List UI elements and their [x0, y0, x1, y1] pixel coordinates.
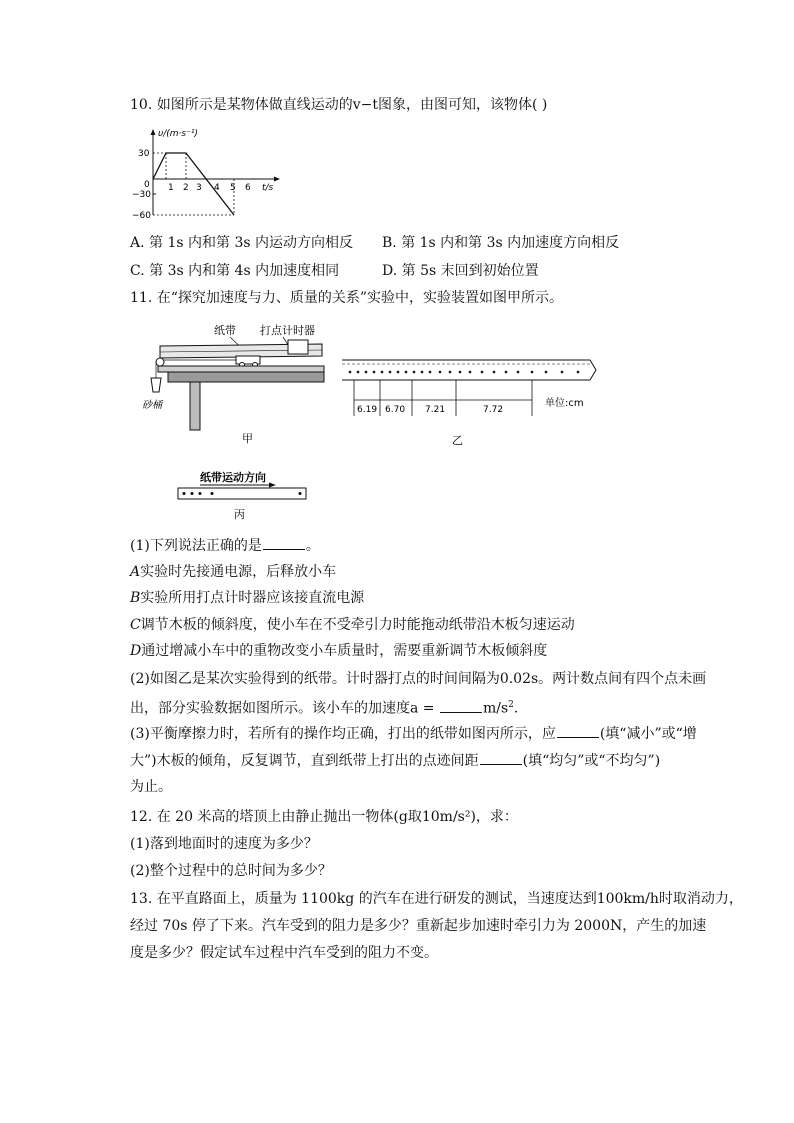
- distance-2: 6.70: [385, 405, 406, 415]
- distance-1: 6.19: [357, 405, 378, 415]
- q13-line3: 度是多少？假定试车过程中汽车受到的阻力不变。: [130, 945, 438, 961]
- q11-option-d: D通过增减小车中的重物改变小车质量时，需要重新调节木板倾斜度: [130, 643, 548, 659]
- graph-ylabel: υ/(m·s⁻¹): [158, 129, 198, 139]
- graph-xlabel: t/s: [262, 183, 274, 193]
- answer-blank-1[interactable]: [263, 536, 305, 550]
- q12-part1: (1)落到地面时的速度为多少？: [130, 836, 318, 852]
- answer-blank-2[interactable]: [440, 699, 482, 713]
- q10-option-b: B. 第 1s 内和第 3s 内加速度方向相反: [382, 235, 620, 251]
- q11-part3-line3: 为止。: [130, 779, 172, 795]
- xtick-5: 5: [230, 183, 236, 193]
- xtick-2: 2: [183, 183, 189, 193]
- vt-line: [153, 153, 234, 215]
- vt-graph: [128, 125, 288, 223]
- figure-jia-apparatus: [138, 318, 328, 448]
- xtick-1: 1: [168, 183, 174, 193]
- figure-bing-tape: [172, 468, 312, 524]
- q10-option-d: D. 第 5s 末回到初始位置: [382, 263, 539, 279]
- label-timer: 打点计时器: [260, 324, 315, 337]
- label-tape: 纸带: [214, 324, 236, 337]
- graph-origin: 0: [144, 180, 150, 190]
- q10-stem: 10. 如图所示是某物体做直线运动的v−t图象，由图可知，该物体( ): [130, 97, 548, 113]
- q11-part3-line1: (3)平衡摩擦力时，若所有的操作均正确，打出的纸带如图丙所示，应 (填“减小”或“增: [130, 726, 697, 742]
- unit-label: 单位:cm: [545, 398, 584, 409]
- q12-part2: (2)整个过程中的总时间为多少？: [130, 863, 332, 879]
- q12-stem: 12. 在 20 米高的塔顶上由静止抛出一物体(g取10m/s²)，求：: [130, 809, 518, 825]
- q11-part2-line1: (2)如图乙是某次实验得到的纸带。计时器打点的时间间隔为0.02s。两计数点间有四个点未画: [130, 671, 707, 687]
- xtick-3: 3: [196, 183, 202, 193]
- label-bucket: 砂桶: [142, 400, 162, 411]
- answer-blank-4[interactable]: [480, 751, 522, 765]
- q11-stem: 11. 在“探究加速度与力、质量的关系”实验中，实验装置如图甲所示。: [130, 290, 564, 306]
- q11-part1: (1)下列说法正确的是 。: [130, 538, 320, 554]
- answer-blank-3[interactable]: [557, 724, 599, 738]
- distance-4: 7.72: [483, 405, 504, 415]
- caption-jia: 甲: [242, 432, 253, 445]
- caption-bing: 丙: [234, 508, 245, 521]
- figure-yi-tape: [340, 350, 600, 450]
- ytick-neg60: −60: [132, 211, 151, 221]
- q13-line1: 13. 在平直路面上，质量为 1100kg 的汽车在进行研发的测试，当速度达到100km/h时取消动力，: [130, 891, 743, 907]
- label-direction: 纸带运动方向: [200, 471, 266, 484]
- q10-option-c: C. 第 3s 内和第 4s 内加速度相同: [130, 263, 340, 279]
- xtick-4: 4: [214, 183, 220, 193]
- caption-yi: 乙: [452, 434, 463, 447]
- q11-option-c: C调节木板的倾斜度，使小车在不受牵引力时能拖动纸带沿木板匀速运动: [130, 617, 575, 633]
- q13-line2: 经过 70s 停了下来。汽车受到的阻力是多少？重新起步加速时牵引力为 2000N，产生的加速: [130, 918, 707, 934]
- xtick-6: 6: [245, 183, 251, 193]
- q10-option-a: A. 第 1s 内和第 3s 内运动方向相反: [130, 235, 353, 251]
- ytick-30: 30: [138, 149, 150, 159]
- q11-part2-line2: 出，部分实验数据如图所示。该小车的加速度$a = m/s^2$.: [130, 700, 519, 717]
- q11-part3-line2: 大”)木板的倾角，反复调节，直到纸带上打出的点迹间距 (填“均匀”或“不均匀”): [130, 753, 661, 769]
- q11-option-b: B实验所用打点计时器应该接直流电源: [130, 590, 365, 606]
- distance-3: 7.21: [425, 405, 446, 415]
- q11-option-a: A实验时先接通电源，后释放小车: [130, 564, 337, 580]
- ytick-neg30: −30: [132, 190, 151, 200]
